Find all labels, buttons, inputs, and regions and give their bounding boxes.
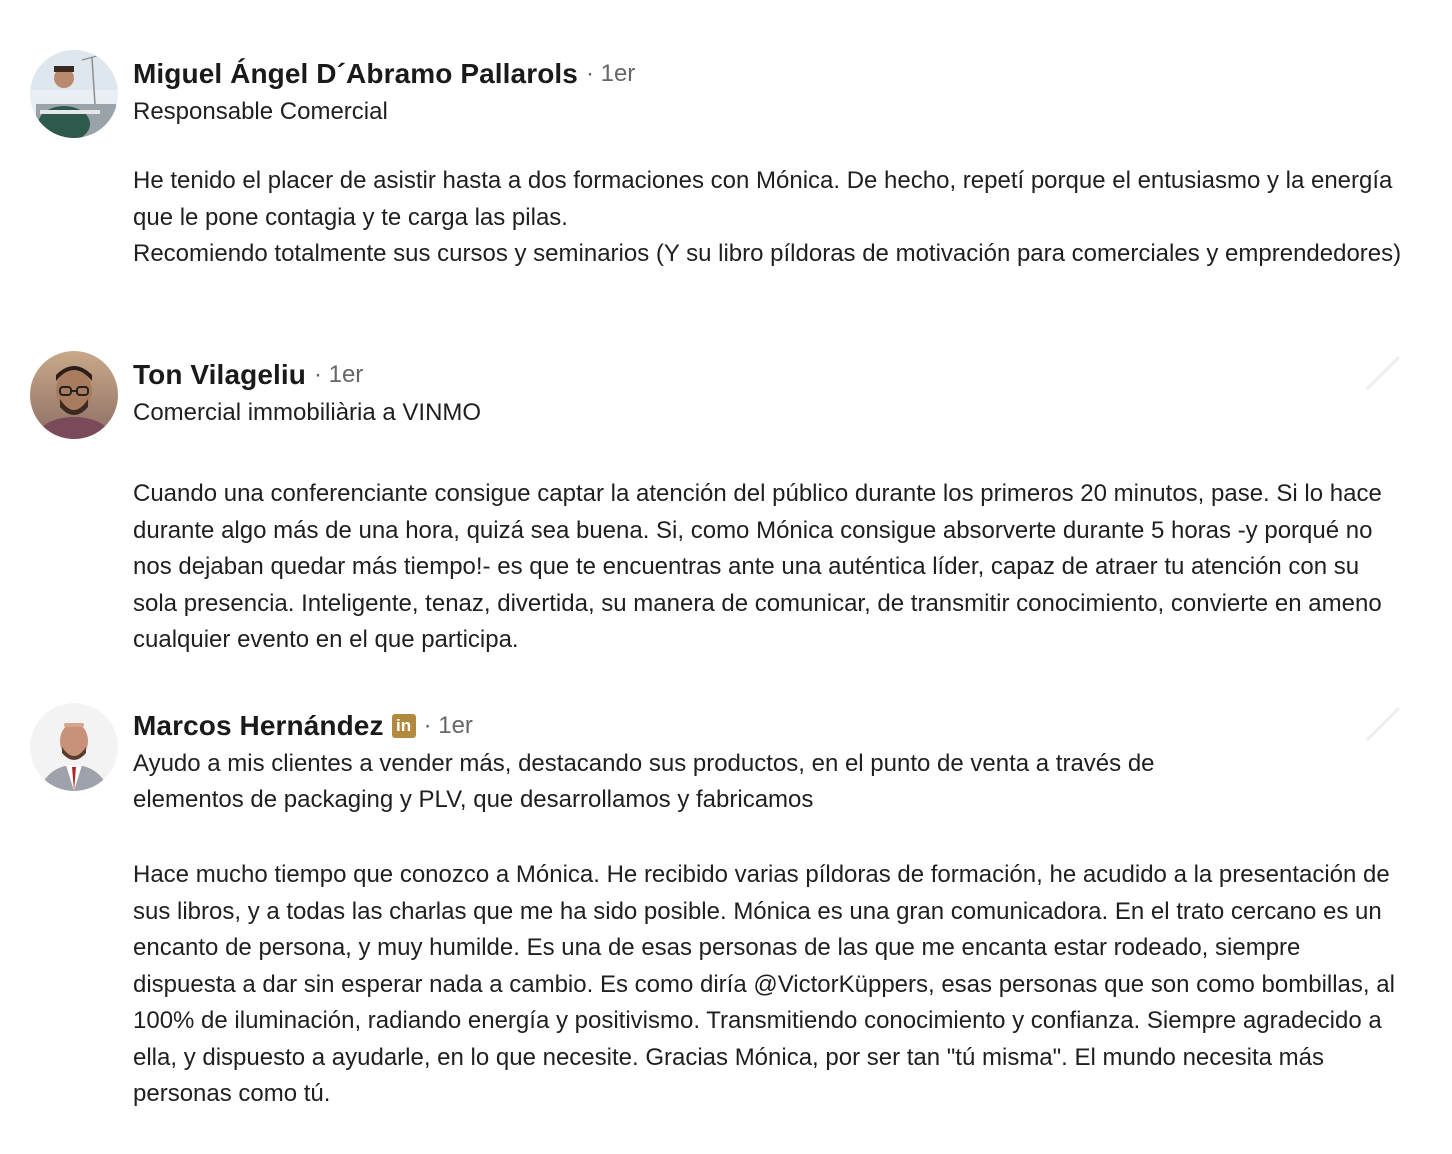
recommender-name[interactable]: Miguel Ángel D´Abramo Pallarols	[133, 58, 578, 89]
recommender-name[interactable]: Marcos Hernández	[133, 710, 384, 741]
profile-photo-icon	[30, 703, 118, 791]
recommender-name[interactable]: Ton Vilageliu	[133, 359, 306, 390]
profile-photo-icon	[30, 50, 118, 138]
headline-line: elementos de packaging y PLV, que desarrollamos y fabricamos	[133, 786, 814, 813]
profile-photo-icon	[30, 351, 118, 439]
recommender-header	[133, 706, 1408, 746]
avatar[interactable]	[30, 50, 118, 138]
recommender-header	[133, 355, 1408, 395]
connection-degree: · 1er	[423, 712, 473, 739]
recommendation-content	[133, 706, 1408, 1113]
recommender-headline	[133, 395, 1408, 431]
recommendation-text	[133, 857, 1408, 1113]
connection-degree: · 1er	[313, 361, 364, 388]
headline-line: Ayudo a mis clientes a vender más, destacando sus productos, en el punto de venta a través de	[133, 750, 1155, 777]
recommendation-paragraph: Recomiendo totalmente sus cursos y seminarios (Y su libro píldoras de motivación para comerciales y emprendedores)	[133, 240, 1402, 267]
avatar[interactable]	[30, 351, 118, 439]
diagonal-line-icon	[1365, 355, 1401, 391]
recommendation-content	[133, 54, 1408, 273]
avatar[interactable]	[30, 703, 118, 791]
recommendation-text	[133, 163, 1408, 273]
recommendation-paragraph: He tenido el placer de asistir hasta a dos formaciones con Mónica. De hecho, repetí porque el entusiasmo y la energía que le pone contagia y te carga las pilas.	[133, 167, 1393, 231]
linkedin-premium-icon: in	[392, 714, 416, 738]
connection-degree: · 1er	[585, 60, 636, 87]
recommendation-content	[133, 355, 1408, 659]
recommender-header	[133, 54, 1408, 94]
diagonal-line-icon	[1365, 706, 1401, 742]
headline-line: Comercial immobiliària a VINMO	[133, 399, 482, 426]
recommender-headline	[133, 746, 1408, 818]
recommendation-paragraph: Cuando una conferenciante consigue captar la atención del público durante los primeros 20 minutos, pase. Si lo hace durante algo más de una hora, quizá sea buena. Si, como Mónica consigue absorverte durante 5 horas -y porqué no nos dejaban quedar más tiempo!- es que te encuentras ante una auténtica líder, capaz de atraer tu atención con su sola presencia. Inteligente, tenaz, divertida, su manera de comunicar, de transmitir conocimiento, convierte en ameno cualquier evento en el que participa.	[133, 480, 1382, 653]
recommendation-text	[133, 476, 1408, 659]
recommender-headline	[133, 94, 1408, 130]
headline-line: Responsable Comercial	[133, 98, 388, 125]
recommendation-paragraph: Hace mucho tiempo que conozco a Mónica. He recibido varias píldoras de formación, he acudido a la presentación de sus libros, y a todas las charlas que me ha sido posible. Mónica es una gran comunicadora. En el trato cercano es un encanto de persona, y muy humilde. Es una de esas personas de las que me encanta estar rodeado, siempre dispuesta a dar sin esperar nada a cambio. Es como diría @VictorKüppers, esas personas que son como bombillas, al 100% de iluminación, radiando energía y positivismo. Transmitiendo conocimiento y confianza. Siempre agradecido a ella, y dispuesto a ayudarle, en lo que necesite. Gracias Mónica, por ser tan "tú misma". El mundo necesita más personas como tú.	[133, 861, 1395, 1107]
